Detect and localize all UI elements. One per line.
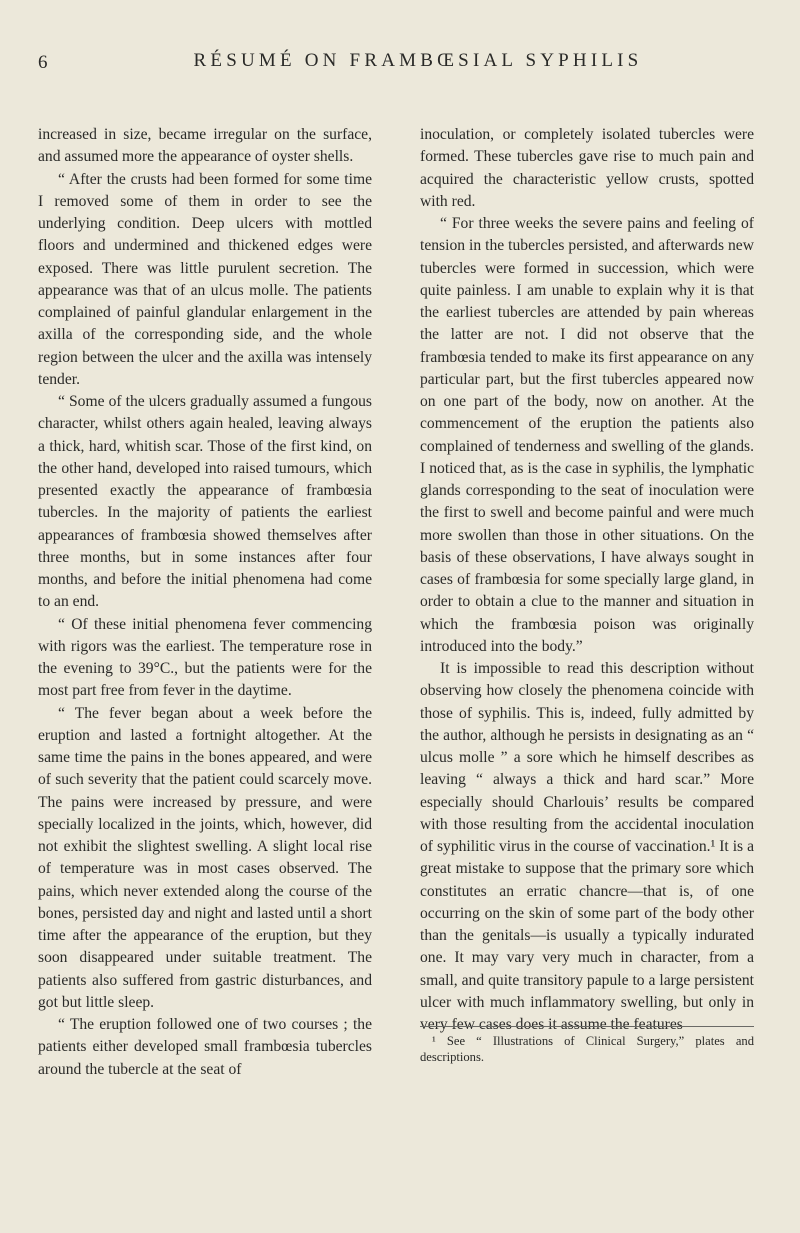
footnote: ¹ See “ Illustrations of Clinical Surgery,” plates and descriptions. [420, 1034, 754, 1064]
right-column [420, 124, 754, 1036]
paragraph: “ The fever began about a week before the eruption and lasted a fortnight altogether. At the same time the pains in the bones appeared, and were of such severity that the patient could scarcely move. The pains were increased by pressure, and were specially localized in the joints, which, however, did not exhibit the slightest swelling. A slight local rise of temperature was in most cases observed. The pains, which never extended along the course of the bones, persisted day and night and lasted until a short time after the appearance of the eruption, but they soon disappeared under suitable treatment. The patients also suffered from gastric disturbances, and got but little sleep. [38, 704, 372, 1011]
footnotes [420, 1026, 754, 1065]
paragraph: “ For three weeks the severe pains and feeling of tension in the tubercles persisted, and afterwards new tubercles were formed in succession, which were quite painless. I am unable to explain why it is that the earliest tubercles are attended by pain whereas the latter are not. I did not observe that the frambœsia tended to make its first appearance on any particular part, but the first tubercles appeared now on one part of the body, now on another. At the commencement of the eruption the patients also complained of tenderness and swelling of the glands. I noticed that, as is the case in syphilis, the lymphatic glands corresponding to the seat of inoculation were the first to swell and become painful and were much more swollen than those in other situations. On the basis of these observations, I have always sought in cases of frambœsia for some specially large gland, in order to obtain a clue to the manner and situation in which the frambœsia poison was originally introduced into the body.” [420, 215, 754, 655]
page-header [0, 48, 800, 78]
paragraph: increased in size, became irregular on the surface, and assumed more the appearance of oyster shells. [38, 126, 372, 166]
paragraph: “ The eruption followed one of two courses ; the patients either developed small frambœsia tubercles around the tubercle at the seat of [38, 1016, 372, 1078]
left-column [38, 124, 372, 1081]
running-title: RÉSUMÉ ON FRAMBŒSIAL SYPHILIS [193, 50, 643, 71]
page-number: 6 [38, 52, 48, 73]
paragraph: It is impossible to read this description without observing how closely the phenomena coincide with those of syphilis. This is, indeed, fully admitted by the author, although he persists in designating as an “ ulcus molle ” a sore which he himself describes as leaving “ always a thick and hard scar.” More especially should Charlouis’ results be compared with those resulting from the accidental inoculation of syphilitic virus in the course of vaccination.¹ It is a great mistake to suppose that the primary sore which constitutes an erratic chancre—that is, of one occurring on the skin of some part of the body other than the genitals—is usually a typically indurated one. It may vary very much in character, from a small, and quite transitory papule to a large persistent ulcer with much inflammatory swelling, but only in very few cases does it assume the features [420, 660, 754, 1033]
paragraph: “ Of these initial phenomena fever commencing with rigors was the earliest. The temperature rose in the evening to 39°C., but the patients were for the most part free from fever in the daytime. [38, 615, 372, 700]
paragraph: inoculation, or completely isolated tubercles were formed. These tubercles gave rise to much pain and acquired the characteristic yellow crusts, spotted with red. [420, 126, 754, 210]
paragraph: “ Some of the ulcers gradually assumed a fungous character, whilst others again healed, leaving always a thick, hard, whitish scar. Those of the first kind, on the other hand, developed into raised tumours, which presented exactly the appearance of frambœsia tubercles. In the majority of patients the earliest appearances of frambœsia showed themselves after three months, but in some instances after four months, and before the initial phenomena had come to an end. [38, 393, 372, 611]
paragraph: “ After the crusts had been formed for some time I removed some of them in order to see the underlying condition. Deep ulcers with mottled floors and undermined and thickened edges were exposed. There was little purulent secretion. The appearance was that of an ulcus molle. The patients complained of painful glandular enlargement in the axilla of the corresponding side, and the whole region between the ulcer and the axilla was intensely tender. [38, 170, 372, 388]
